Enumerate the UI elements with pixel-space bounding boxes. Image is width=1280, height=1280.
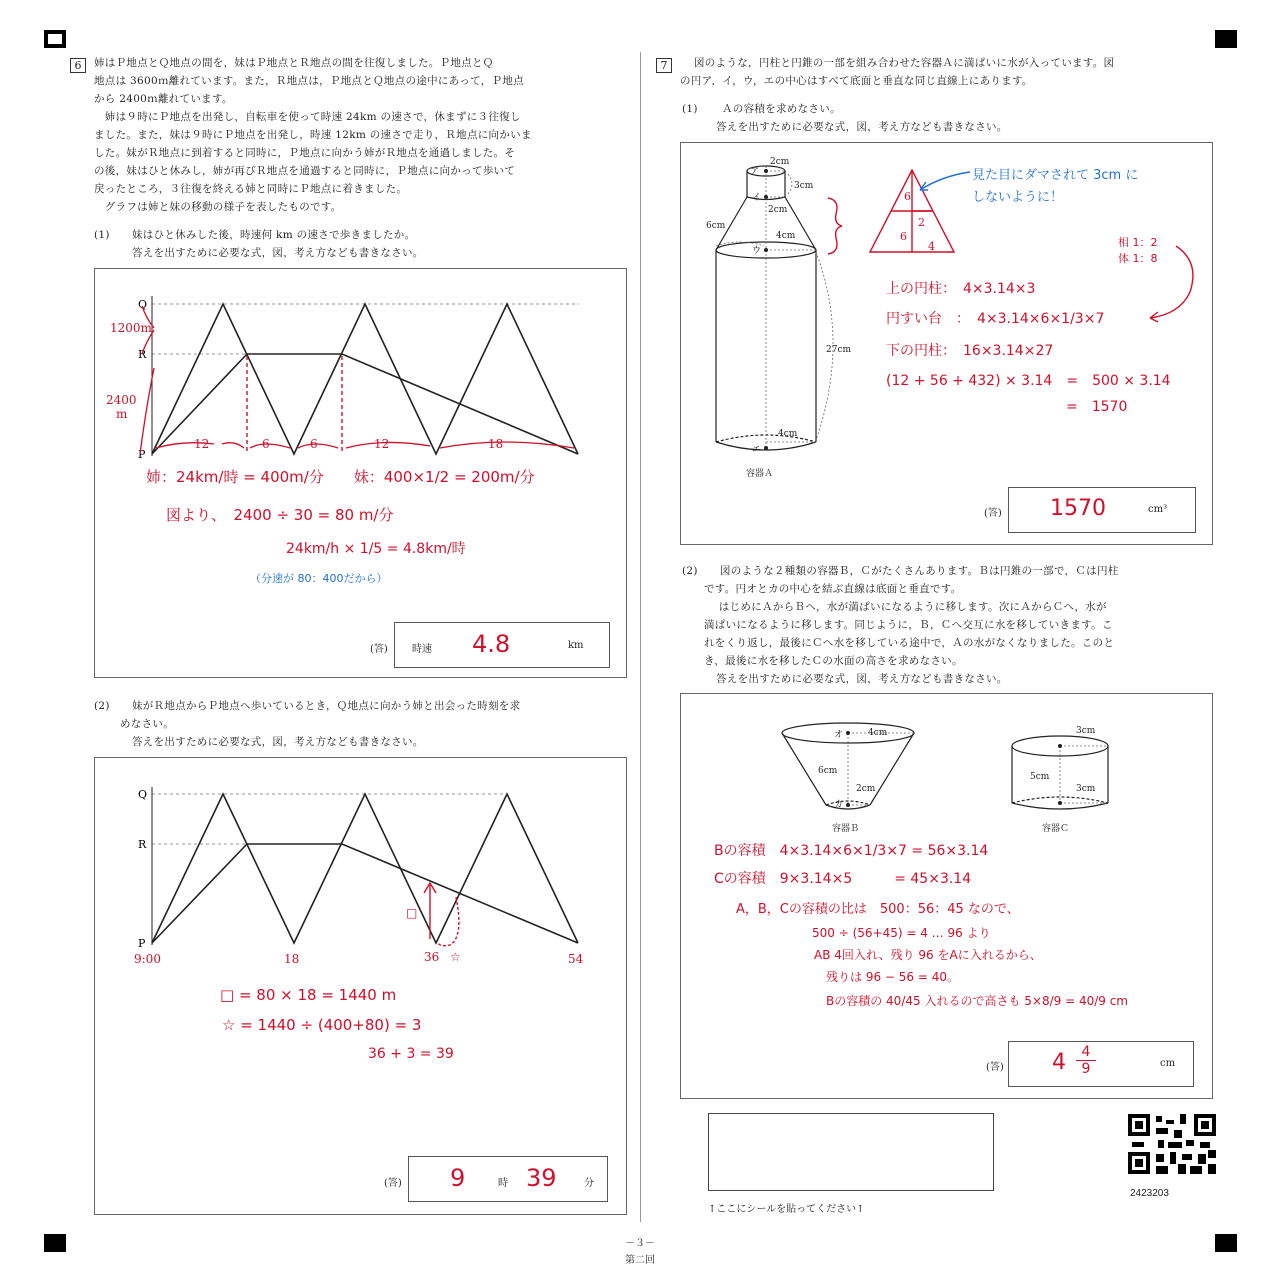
q6-blue-note: （分速が 80：400だから）: [250, 572, 388, 585]
q7-work2-line: AB 4回入れ、残り 96 をAに入れるから、: [814, 948, 1042, 962]
q7-answer-2-fraction: 4 9: [1076, 1044, 1096, 1077]
svg-text:4cm: 4cm: [778, 429, 798, 439]
answer-prefix: 時速: [412, 644, 432, 655]
q7-work2-line: Bの容積 4×3.14×6×1/3×7 = 56×3.14: [714, 843, 989, 859]
q7-work1-line: (12 + 56 + 432) × 3.14 = 500 × 3.14: [886, 373, 1171, 389]
q6-answer-2-box[interactable]: [408, 1156, 608, 1202]
svg-text:9:00: 9:00: [134, 952, 161, 966]
svg-text:☆: ☆: [450, 950, 461, 964]
svg-text:3cm: 3cm: [794, 181, 814, 191]
question-number: 7: [656, 58, 672, 73]
svg-text:2cm: 2cm: [768, 205, 788, 215]
svg-text:エ: エ: [752, 445, 762, 455]
q6-graph-2: [94, 757, 627, 972]
answer-label: (答): [986, 1062, 1004, 1073]
corner-mark: [1215, 30, 1237, 48]
svg-text:2: 2: [918, 216, 925, 229]
svg-text:18: 18: [488, 437, 504, 451]
svg-text:3cm: 3cm: [1076, 784, 1096, 794]
svg-text:m: m: [116, 407, 128, 421]
q6-part1-label: (1): [94, 229, 110, 241]
svg-text:□: □: [406, 906, 418, 920]
corner-mark: [44, 1234, 66, 1252]
column-divider: [640, 52, 641, 1222]
q7-work2-line: Cの容積 9×3.14×5 = 45×3.14: [714, 871, 972, 887]
corner-mark-hollow: [44, 30, 66, 48]
answer-unit-hour: 時: [498, 1178, 508, 1189]
svg-text:2cm: 2cm: [770, 157, 790, 167]
q7-work1-line: 円すい台 ： 4×3.14×6×1/3×7: [886, 311, 1105, 327]
svg-text:6cm: 6cm: [818, 766, 838, 776]
q6-answer-2-hour: 9: [450, 1164, 466, 1192]
svg-text:3cm: 3cm: [1076, 726, 1096, 736]
q6-work2-line: □ = 80 × 18 = 1440 m: [220, 986, 397, 1004]
sticker-caption: ↑ここにシールを貼ってください↑: [708, 1204, 865, 1215]
containers-b-c-figure: [680, 693, 1213, 843]
q6-answer-1-value: 4.8: [472, 630, 511, 658]
document-code: 2423203: [1130, 1188, 1169, 1199]
svg-text:6cm: 6cm: [706, 221, 726, 231]
svg-text:6: 6: [262, 437, 270, 451]
svg-text:イ: イ: [752, 193, 762, 203]
ratio-note: 体 1：8: [1118, 252, 1158, 265]
svg-text:12: 12: [374, 437, 390, 451]
page-number: －３－: [625, 1238, 655, 1249]
exam-round: 第二回: [625, 1255, 655, 1266]
q7-work2-line: 500 ÷ (56+45) = 4 … 96 より: [812, 926, 991, 940]
svg-text:6: 6: [904, 190, 911, 203]
svg-text:2cm: 2cm: [856, 784, 876, 794]
q6-work-line: 図より、 2400 ÷ 30 = 80 m/分: [166, 506, 394, 524]
q6-part2-question: 妹がＲ地点からＰ地点へ歩いているとき，Ｑ地点に向かう姉と出会った時刻を求 めなさい。: [120, 700, 521, 730]
svg-text:容器Ａ: 容器Ａ: [746, 469, 774, 479]
axis-label-q: Q: [138, 298, 148, 311]
svg-text:容器Ｃ: 容器Ｃ: [1042, 824, 1070, 834]
answer-label: (答): [384, 1178, 402, 1189]
q7-work1-line: 上の円柱： 4×3.14×3: [886, 281, 1036, 297]
blue-warning-note-2: しないように！: [972, 190, 1064, 205]
ratio-note: 相 1：2: [1118, 236, 1158, 249]
q7-work2-line: A，B，Cの容積の比は 500：56：45 なので、: [736, 902, 1020, 917]
svg-text:54: 54: [568, 952, 584, 966]
sister-older-path: [152, 304, 578, 454]
q7-work1-line: 下の円柱： 16×3.14×27: [886, 343, 1054, 359]
svg-text:4cm: 4cm: [776, 231, 796, 241]
svg-text:27cm: 27cm: [826, 345, 852, 355]
q6-work-line: 24km/h × 1/5 = 4.8km/時: [286, 541, 466, 557]
svg-text:1200m: 1200m: [110, 321, 152, 335]
answer-unit-minute: 分: [584, 1178, 594, 1189]
q6-work2-line: ☆ = 1440 ÷ (400+80) = 3: [222, 1016, 422, 1034]
answer-label: (答): [370, 644, 388, 655]
q7-part1-label: (1): [682, 103, 698, 115]
q6-part1-question: 妹はひと休みした後，時速何 km の速さで歩きましたか。: [132, 229, 416, 241]
svg-text:Q: Q: [138, 788, 148, 801]
corner-mark: [1215, 1234, 1237, 1252]
q6-intro: 姉はＰ地点とＱ地点の間を，妹はＰ地点とＲ地点の間を往復しました。Ｐ地点とＱ 地点は 3600ｍ離れています。また，Ｒ地点は，Ｐ地点とＱ地点の途中にあって，Ｐ地点 から 2400ｍ離れています。 姉は９時にＰ地点を出発し，自転車を使って時速 24km の速さで，休まずに３往復し ました。また，妹は９時にＰ地点を出発し，時速 12km の速さで走り，Ｒ地点に向かいま した。妹がＲ地点に到着すると同時に，Ｐ地点に向かう姉がＲ地点を通過しました。そ の後，妹はひと休みし，姉が再びＲ地点を通過すると同時に，Ｐ地点に向かって歩いて 戻ったところ，３往復を終える姉と同時にＰ地点に着きました。 グラフは姉と妹の移動の様子を表したものです。: [94, 57, 532, 213]
axis-label-p: P: [138, 448, 146, 461]
svg-text:R: R: [138, 838, 147, 851]
q6-part1-instruction: 答えを出すために必要な式，図，考え方なども書きなさい。: [132, 247, 424, 259]
q7-work2-line: Bの容積の 40/45 入れるので高さも 5×8/9 = 40/9 cm: [826, 994, 1128, 1008]
blue-warning-note-1: 見た目にダマされて 3cm に: [972, 168, 1139, 183]
axis-label-r: R: [138, 348, 147, 361]
qr-code-icon: [1128, 1114, 1216, 1174]
q6-part2-instruction: 答えを出すために必要な式，図，考え方なども書きなさい。: [132, 736, 424, 748]
svg-text:18: 18: [284, 952, 300, 966]
q7-part1-question: Ａの容積を求めなさい。: [722, 103, 841, 115]
q7-part2-question: 図のような２種類の容器Ｂ，Ｃがたくさんあります。Ｂは円錐の一部で，Ｃは円柱 です。円オとカの中心を結ぶ直線は底面と垂直です。 はじめにＡからＢへ，水が満ぱいになるように移します。次にＡからＣへ，水が 満ぱいになるように移します。同じように，Ｂ，Ｃへ交互に水を移していきます。こ れをくり返し，最後にＣへ水を移している途中で，Ａの水がなくなりました。このと き，最後に水を移したＣの水面の高さを求めなさい。: [704, 565, 1119, 667]
q7-intro: 図のような，円柱と円錐の一部を組み合わせた容器Ａに満ぱいに水が入っています。図 の円ア，イ，ウ，エの中心はすべて底面と垂直な同じ直線上にあります。: [680, 57, 1115, 87]
svg-text:ア: ア: [750, 167, 760, 177]
answer-unit: cm³: [1148, 504, 1168, 515]
answer-unit: km: [568, 640, 584, 651]
answer-label: (答): [984, 508, 1002, 519]
q7-part2-label: (2): [682, 565, 698, 577]
svg-text:カ: カ: [834, 800, 844, 810]
q7-work2-line: 残りは 96 − 56 = 40。: [826, 970, 959, 984]
q6-part2-label: (2): [94, 700, 110, 712]
svg-text:6: 6: [900, 230, 907, 243]
svg-text:5cm: 5cm: [1030, 772, 1050, 782]
svg-text:ウ: ウ: [752, 246, 762, 256]
q6-work-line: 姉：24km/時 = 400m/分 妹：400×1/2 = 200m/分: [146, 468, 535, 486]
q6-answer-2-minute: 39: [526, 1164, 557, 1192]
svg-text:12: 12: [194, 437, 210, 451]
answer-unit: cm: [1160, 1058, 1176, 1069]
q7-answer-2-whole: 4: [1052, 1050, 1066, 1075]
svg-text:6: 6: [310, 437, 318, 451]
svg-text:4: 4: [928, 240, 935, 253]
svg-text:P: P: [138, 937, 146, 950]
question-number: 6: [70, 58, 86, 73]
q7-work1-line: = 1570: [1066, 399, 1128, 415]
q7-part1-instruction: 答えを出すために必要な式，図，考え方なども書きなさい。: [716, 121, 1008, 133]
svg-text:36: 36: [424, 950, 440, 964]
q7-answer-1-value: 1570: [1050, 496, 1106, 521]
svg-text:2400: 2400: [106, 393, 137, 407]
sister-younger-path: [152, 354, 578, 454]
svg-text:オ: オ: [834, 730, 844, 740]
sticker-area: [708, 1113, 994, 1191]
q7-part2-instruction: 答えを出すために必要な式，図，考え方なども書きなさい。: [716, 673, 1008, 685]
svg-text:4cm: 4cm: [868, 728, 888, 738]
q6-work2-line: 36 + 3 = 39: [368, 1046, 454, 1062]
svg-text:容器Ｂ: 容器Ｂ: [832, 824, 860, 834]
